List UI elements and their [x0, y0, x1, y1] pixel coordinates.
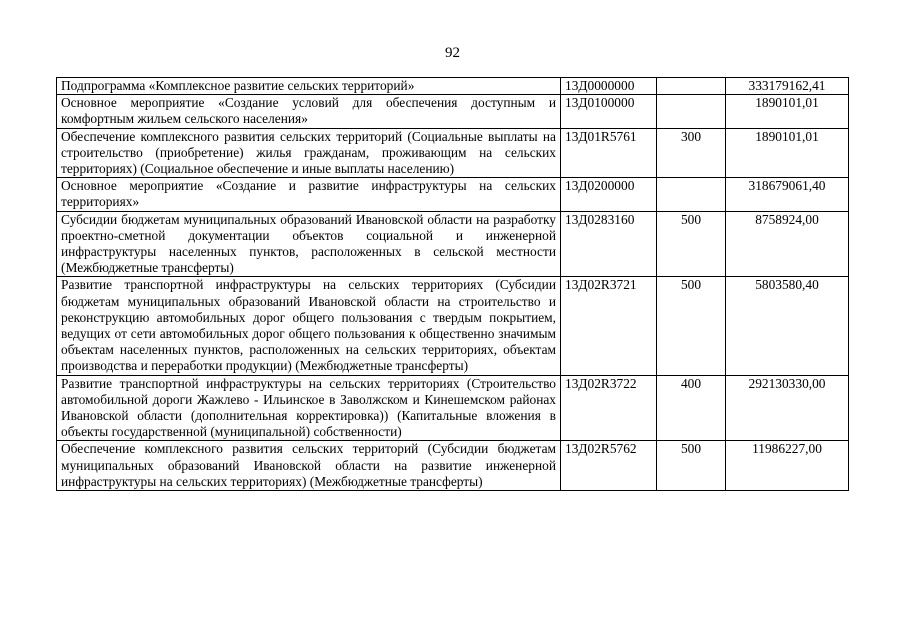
- row-sum: 8758924,00: [726, 211, 849, 277]
- row-code: 13Д0100000: [561, 95, 657, 128]
- row-name: Развитие транспортной инфраструктуры на сельских территориях (Строительство автомобильной дороги Жажлево - Ильинское в Заволжском и Кинешемском районах Ивановской области (дополнительная корректировка)) (Капитальные вложения в объекты государственной (муниципальной) собственности): [57, 375, 561, 441]
- table-row: [57, 128, 849, 178]
- row-code: 13Д02R5762: [561, 441, 657, 491]
- row-sum: 1890101,01: [726, 95, 849, 128]
- row-name: Обеспечение комплексного развития сельских территорий (Субсидии бюджетам муниципальных образований Ивановской области на развитие инженерной инфраструктуры на сельских территориях) (Межбюджетные трансферты): [57, 441, 561, 491]
- row-code: 13Д0283160: [561, 211, 657, 277]
- row-sum: 333179162,41: [726, 78, 849, 95]
- row-type: 500: [657, 277, 726, 375]
- row-code: 13Д02R3722: [561, 375, 657, 441]
- row-name: Подпрограмма «Комплексное развитие сельских территорий»: [57, 78, 561, 95]
- row-type: 500: [657, 441, 726, 491]
- row-name: Субсидии бюджетам муниципальных образований Ивановской области на разработку проектно-сметной документации объектов социальной и инженерной инфраструктуры населенных пунктов, расположенных в сельской местности (Межбюджетные трансферты): [57, 211, 561, 277]
- row-name: Основное мероприятие «Создание условий для обеспечения доступным и комфортным жильем сельского населения»: [57, 95, 561, 128]
- row-name: Развитие транспортной инфраструктуры на сельских территориях (Субсидии бюджетам муниципальных образований Ивановской области на строительство и реконструкцию автомобильных дорог общего пользования с твердым покрытием, ведущих от сети автомобильных дорог общего пользования к общественно значимым объектам населенных пунктов, расположенных на сельских территориях, объектам производства и переработки продукции) (Межбюджетные трансферты): [57, 277, 561, 375]
- table-row: [57, 211, 849, 277]
- row-code: 13Д02R3721: [561, 277, 657, 375]
- row-sum: 318679061,40: [726, 178, 849, 211]
- row-type: 500: [657, 211, 726, 277]
- row-sum: 11986227,00: [726, 441, 849, 491]
- table-row: [57, 277, 849, 375]
- row-type: 400: [657, 375, 726, 441]
- row-name: Основное мероприятие «Создание и развитие инфраструктуры на сельских территориях»: [57, 178, 561, 211]
- table-row: [57, 95, 849, 128]
- row-code: 13Д01R5761: [561, 128, 657, 178]
- row-code: 13Д0000000: [561, 78, 657, 95]
- table-row: [57, 441, 849, 491]
- table-row: [57, 375, 849, 441]
- table-row: [57, 178, 849, 211]
- row-type: [657, 95, 726, 128]
- row-sum: 292130330,00: [726, 375, 849, 441]
- row-type: [657, 178, 726, 211]
- row-code: 13Д0200000: [561, 178, 657, 211]
- row-type: [657, 78, 726, 95]
- page-number: 92: [445, 45, 460, 61]
- budget-table: [56, 77, 849, 491]
- row-name: Обеспечение комплексного развития сельских территорий (Социальные выплаты на строительство (приобретение) жилья гражданам, проживающим на сельских территориях) (Социальное обеспечение и иные выплаты населению): [57, 128, 561, 178]
- row-sum: 5803580,40: [726, 277, 849, 375]
- table-row: [57, 78, 849, 95]
- row-sum: 1890101,01: [726, 128, 849, 178]
- row-type: 300: [657, 128, 726, 178]
